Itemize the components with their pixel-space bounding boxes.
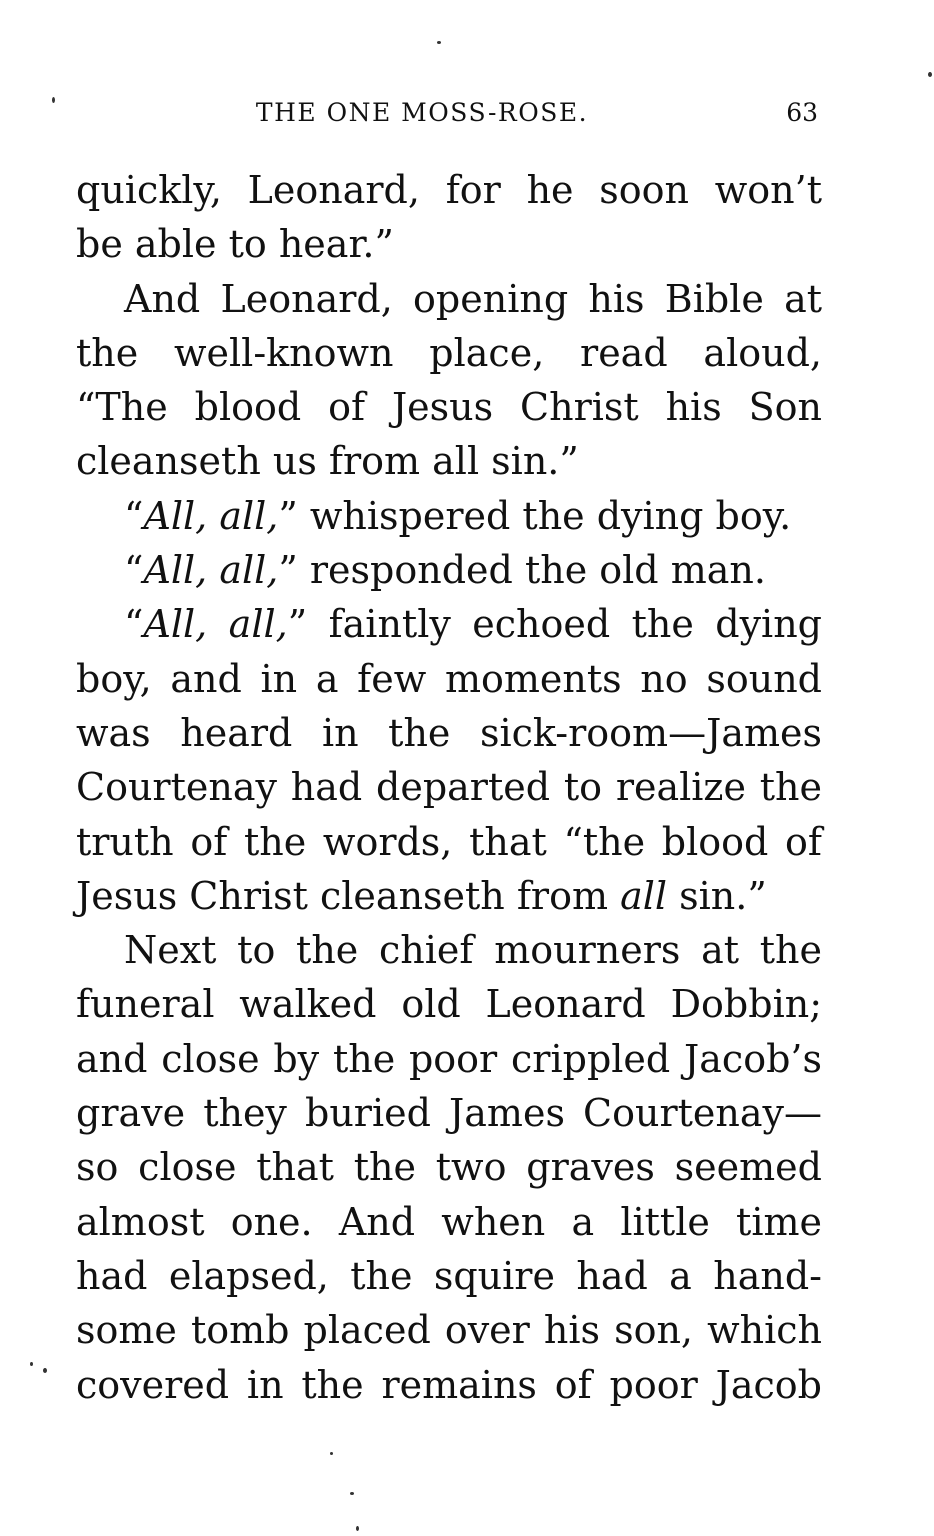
body-text: [76, 163, 822, 1412]
text-line: [76, 977, 822, 1031]
text-segment: quickly, Leonard, for he soon won’t: [76, 168, 822, 212]
italic-text: All, all,: [143, 548, 279, 593]
text-segment: covered in the remains of poor Jacob: [76, 1362, 822, 1407]
text-line: [76, 1086, 822, 1140]
text-line: [76, 489, 822, 543]
text-segment: “The blood of Jesus Christ his Son: [76, 385, 822, 430]
italic-text: All, all,: [143, 493, 279, 538]
text-segment: “: [124, 602, 144, 647]
text-line: [76, 1032, 822, 1086]
text-segment: “: [124, 548, 144, 593]
text-segment: the well-known place, read aloud,: [76, 330, 822, 375]
text-segment: and close by the poor crippled Jacob’s: [76, 1036, 822, 1081]
text-segment: sin.”: [667, 873, 767, 918]
text-segment: grave they buried James Courtenay—: [76, 1091, 822, 1136]
text-line: [76, 923, 822, 977]
text-line: [76, 326, 822, 380]
text-segment: funeral walked old Leonard Dobbin;: [76, 982, 822, 1027]
text-segment: And Leonard, opening his Bible at: [124, 276, 822, 321]
text-segment: Jesus Christ cleanseth from: [76, 873, 621, 918]
text-line: [76, 869, 822, 923]
text-segment: had elapsed, the squire had a hand-: [76, 1253, 822, 1298]
scan-speck: [350, 1492, 354, 1495]
text-segment: almost one. And when a little time: [76, 1199, 822, 1244]
text-line: [76, 597, 822, 651]
scan-speck: [43, 1368, 47, 1373]
text-segment: truth of the words, that “the blood of: [76, 819, 822, 864]
scan-speck: [30, 1362, 33, 1366]
text-line: [76, 706, 822, 760]
text-segment: ” faintly echoed the dying: [287, 602, 822, 647]
italic-text: All, all,: [143, 602, 288, 647]
text-line: [76, 1249, 822, 1303]
text-line: [76, 652, 822, 706]
scan-speck: [356, 1526, 359, 1531]
text-line: [76, 1140, 822, 1194]
text-segment: be able to hear.”: [76, 222, 394, 267]
scan-speck: [330, 1452, 333, 1455]
text-line: [76, 163, 822, 217]
text-line: [76, 1195, 822, 1249]
text-segment: cleanseth us from all sin.”: [76, 439, 579, 484]
running-title: THE ONE MOSS-ROSE.: [255, 98, 589, 127]
running-head: [78, 98, 820, 138]
text-segment: was heard in the sick-room—James: [76, 710, 822, 755]
text-line: [76, 434, 822, 488]
text-segment: “: [124, 493, 144, 538]
text-segment: Courtenay had departed to realize the: [76, 765, 822, 810]
text-line: [76, 272, 822, 326]
scan-speck: [437, 41, 441, 44]
text-segment: ” responded the old man.: [278, 548, 766, 593]
text-line: [76, 760, 822, 814]
text-segment: Next to the chief mourners at the: [124, 928, 822, 973]
text-segment: boy, and in a few moments no sound: [76, 656, 822, 701]
italic-text: all: [620, 873, 668, 918]
text-line: [76, 815, 822, 869]
text-line: [76, 1358, 822, 1412]
text-line: [76, 380, 822, 434]
page-number: 63: [786, 98, 818, 127]
text-line: [76, 1303, 822, 1357]
text-line: [76, 217, 822, 271]
scan-speck: [928, 72, 932, 77]
text-segment: so close that the two graves seemed: [76, 1145, 822, 1190]
scan-speck: [52, 97, 55, 103]
text-segment: ” whispered the dying boy.: [278, 493, 792, 538]
text-segment: some tomb placed over his son, which: [76, 1308, 822, 1353]
text-line: [76, 543, 822, 597]
